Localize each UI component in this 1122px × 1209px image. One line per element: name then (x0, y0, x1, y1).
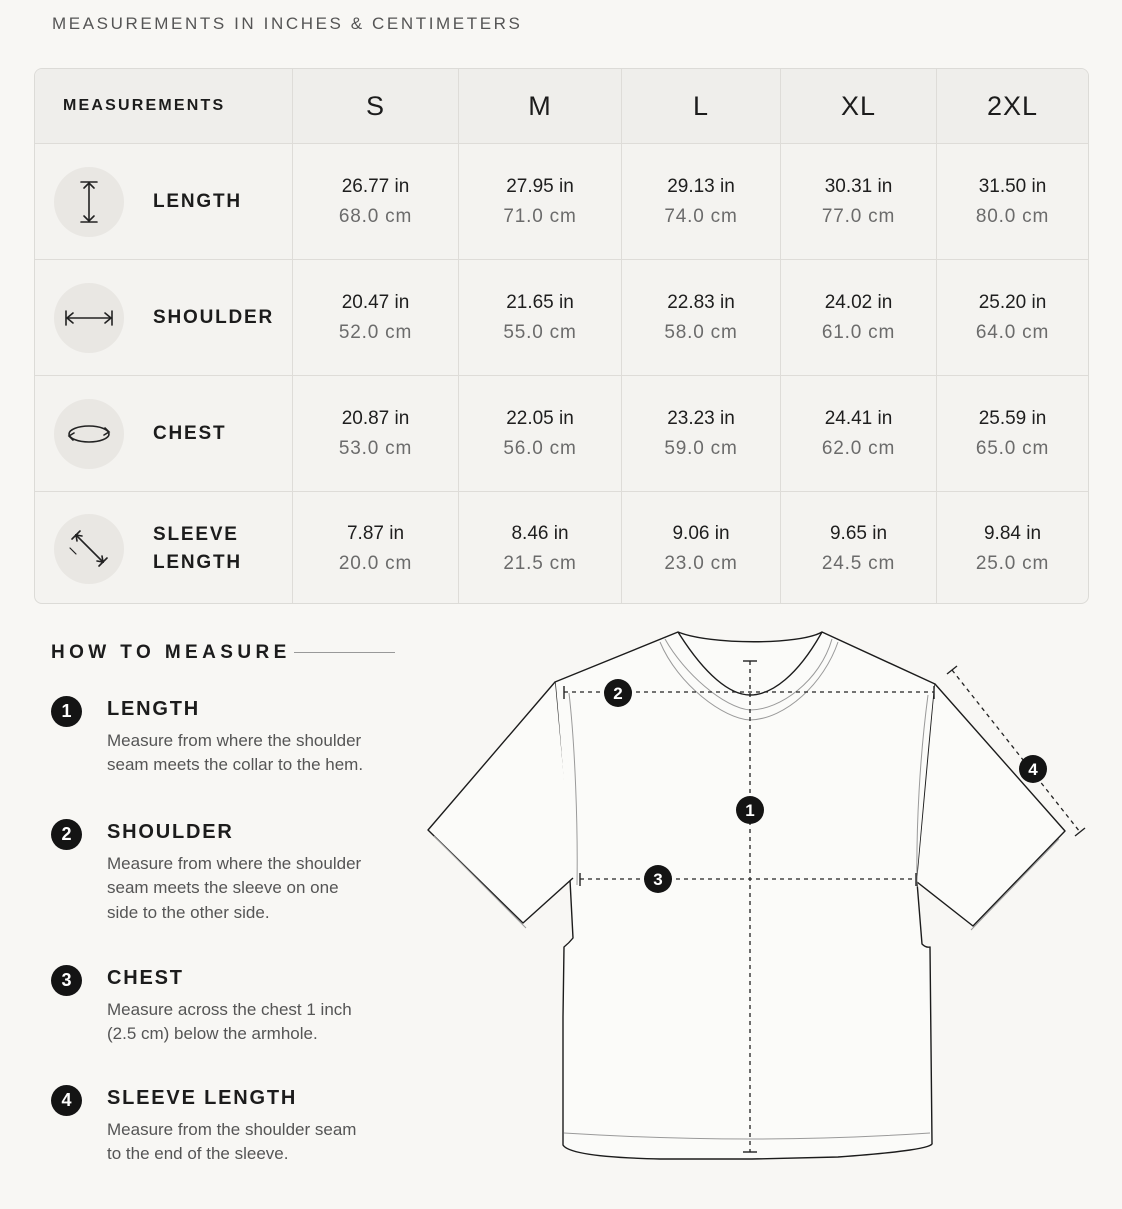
table-cell: 30.31 in 77.0 cm (781, 144, 937, 259)
table-cell: 24.02 in 61.0 cm (781, 260, 937, 375)
svg-text:1: 1 (745, 801, 755, 820)
step-number-badge: 4 (51, 1085, 82, 1116)
step-description: Measure from where the shoulder seam meets the sleeve on one side to the other side. (107, 854, 362, 922)
row-label-sleeve-length: LENGTH (153, 551, 242, 573)
size-header-s: S (365, 90, 385, 121)
table-row-length (35, 144, 1088, 260)
size-header-m: M (528, 90, 552, 121)
table-cell: 29.13 in 74.0 cm (622, 144, 781, 259)
size-header-l: L (692, 90, 710, 121)
table-cell: 9.84 in 25.0 cm (975, 522, 1050, 574)
table-cell: 27.95 in 71.0 cm (459, 144, 622, 259)
table-cell: 20.87 in 53.0 cm (293, 376, 459, 491)
table-cell: 20.47 in 52.0 cm (293, 260, 459, 375)
horizontal-arrow-icon (54, 283, 124, 353)
how-to-measure-heading: HOW TO MEASURE (51, 642, 291, 663)
step-description: Measure from where the shoulder seam meets the collar to the hem. (107, 731, 364, 775)
table-cell: 22.05 in 56.0 cm (459, 376, 622, 491)
step-description: Measure from the shoulder seam to the end of the sleeve. (107, 1120, 357, 1164)
step-title: CHEST (107, 967, 184, 989)
step-title: SHOULDER (107, 821, 234, 843)
diagram-marker-4 (1019, 755, 1047, 783)
row-label-sleeve: SLEEVE (153, 523, 239, 545)
table-cell: 9.65 in 24.5 cm (781, 492, 937, 604)
table-cell: 24.41 in 62.0 cm (781, 376, 937, 491)
table-cell: 7.87 in 20.0 cm (293, 492, 459, 604)
table-row-shoulder (35, 260, 1088, 376)
page-header: MEASUREMENTS IN INCHES & CENTIMETERS (52, 14, 523, 33)
size-header-xl: XL (840, 90, 877, 121)
table-cell: 9.06 in 23.0 cm (622, 492, 781, 604)
table-header-row (35, 69, 1088, 144)
row-label-chest: CHEST (153, 422, 227, 444)
step-number-badge: 3 (51, 965, 82, 996)
table-cell: 25.59 in 65.0 cm (975, 407, 1050, 459)
table-row-sleeve-length (35, 492, 1088, 604)
table-cell: 25.20 in 64.0 cm (975, 291, 1050, 343)
table-cell: 26.77 in 68.0 cm (293, 144, 459, 259)
diagram-marker-3 (644, 865, 672, 893)
step-number-badge: 1 (51, 696, 82, 727)
table-cell: 23.23 in 59.0 cm (622, 376, 781, 491)
measurements-column-header: MEASUREMENTS (63, 97, 226, 114)
heading-divider (294, 652, 395, 653)
vertical-arrow-icon (54, 167, 124, 237)
table-cell: 21.65 in 55.0 cm (459, 260, 622, 375)
row-label-length: LENGTH (153, 190, 242, 212)
step-description: Measure across the chest 1 inch (2.5 cm) below the armhole. (107, 1000, 352, 1044)
table-cell: 22.83 in 58.0 cm (622, 260, 781, 375)
svg-text:4: 4 (1028, 760, 1038, 779)
table-cell: 31.50 in 80.0 cm (975, 175, 1050, 227)
row-label-shoulder: SHOULDER (153, 306, 275, 328)
size-header-2xl: 2XL (986, 90, 1039, 121)
table-row-chest (35, 376, 1088, 492)
diagram-marker-2 (604, 679, 632, 707)
step-title: LENGTH (107, 698, 201, 720)
table-cell: 8.46 in 21.5 cm (459, 492, 622, 604)
size-chart-table (34, 68, 1089, 604)
diagram-marker-1 (736, 796, 764, 824)
step-title: SLEEVE LENGTH (107, 1087, 298, 1109)
chest-loop-icon (54, 399, 124, 469)
svg-text:2: 2 (613, 684, 623, 703)
step-number-badge: 2 (51, 819, 82, 850)
svg-text:3: 3 (653, 870, 663, 889)
tshirt-measurement-diagram (420, 625, 1090, 1170)
diagonal-arrow-icon (54, 514, 124, 584)
tshirt-outline (428, 632, 1065, 1159)
